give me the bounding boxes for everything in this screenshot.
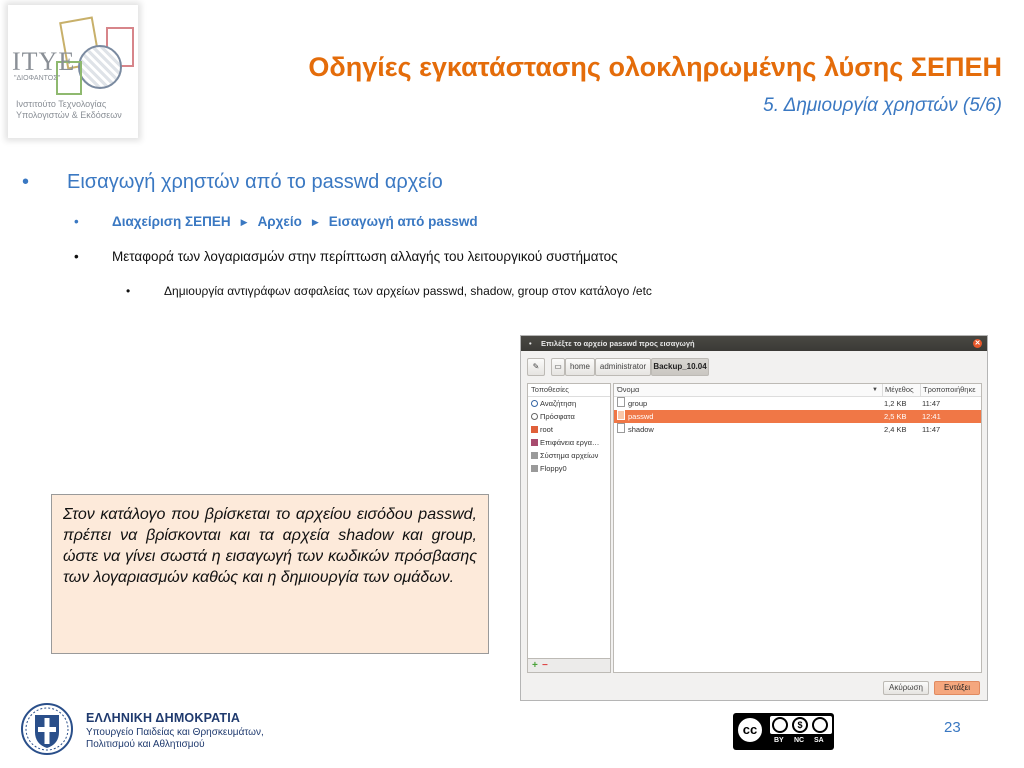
column-header-modified[interactable]: Τροποποιήθηκε: [920, 384, 976, 396]
clock-icon: [531, 413, 538, 420]
cc-icon: cc: [736, 716, 764, 744]
page-number: 23: [944, 719, 961, 736]
remove-bookmark-icon[interactable]: −: [542, 660, 548, 671]
breadcrumb-item: Διαχείριση ΣΕΠΕΗ: [112, 214, 231, 229]
places-buttons: [527, 658, 611, 673]
license-label-sa: SA: [814, 737, 824, 744]
file-icon: [617, 423, 625, 433]
add-bookmark-icon[interactable]: +: [532, 660, 538, 671]
logo-decoration: [78, 45, 122, 89]
license-label-nc: NC: [794, 737, 805, 744]
file-row-shadow[interactable]: shadow 2,4 KB 11:47: [614, 423, 981, 436]
bullet-dot: •: [74, 214, 79, 229]
logo-full-name: Ινστιτούτο Τεχνολογίας Υπολογιστών & Εκδόσεων: [16, 99, 122, 120]
bullet-level3-text: Δημιουργία αντιγράφων ασφαλείας των αρχείων passwd, shadow, group στον κατάλογο /etc: [164, 284, 652, 298]
file-icon: [617, 397, 625, 407]
creative-commons-badge: [733, 713, 834, 750]
file-list-header: [614, 384, 981, 397]
path-button-backup[interactable]: Backup_10.04: [651, 358, 709, 376]
drive-icon: ▭: [554, 362, 562, 371]
drive-icon: [531, 452, 538, 459]
page-title: Οδηγίες εγκατάστασης ολοκληρωμένης λύσης ΣΕΠΕΗ: [308, 52, 1002, 82]
dialog-titlebar: [521, 336, 987, 351]
place-root[interactable]: root: [528, 423, 610, 436]
greek-emblem-icon: [20, 702, 74, 756]
logo-subtitle: "ΔΙΟΦΑΝΤΟΣ": [14, 75, 61, 82]
nc-icon: $: [792, 717, 808, 733]
sa-icon: [812, 717, 828, 733]
note-box: Στον κατάλογο που βρίσκεται το αρχείου εισόδου passwd, πρέπει να βρίσκονται και τα αρχεία shadow και group, ώστε να γίνει σωστά η εισαγωγή των κωδικών πρόσβασης των λογαριασμών καθώς και η δημιουργία των ομάδων.: [51, 494, 489, 654]
home-folder-icon: [531, 426, 538, 433]
sort-arrow-icon: ▼: [872, 387, 878, 393]
cancel-button[interactable]: Ακύρωση: [883, 681, 929, 695]
by-icon: [772, 717, 788, 733]
license-label-by: BY: [774, 737, 784, 744]
ministry-name: Υπουργείο Παιδείας και Θρησκευμάτων, Πολιτισμού και Αθλητισμού: [86, 727, 264, 750]
logo-name: ΙΤΥΕ: [12, 47, 76, 76]
bullet-dot: •: [22, 171, 30, 193]
bullet-dot: •: [74, 249, 79, 264]
edit-location-button[interactable]: [527, 358, 545, 376]
breadcrumb-arrow-icon: ▶: [240, 217, 248, 227]
file-row-passwd[interactable]: passwd 2,5 KB 12:41: [614, 410, 981, 423]
path-button-administrator[interactable]: administrator: [595, 358, 651, 376]
places-header: Τοποθεσίες: [528, 384, 610, 397]
place-recent[interactable]: Πρόσφατα: [528, 410, 610, 423]
ok-button[interactable]: Εντάξει: [934, 681, 980, 695]
breadcrumb-arrow-icon: ▶: [311, 217, 319, 227]
window-menu-icon[interactable]: •: [529, 339, 532, 348]
breadcrumb: [112, 214, 478, 229]
place-desktop[interactable]: Επιφάνεια εργα…: [528, 436, 610, 449]
path-button-home[interactable]: home: [565, 358, 595, 376]
column-header-size[interactable]: Μέγεθος: [882, 384, 914, 396]
breadcrumb-item: Αρχείο: [257, 214, 302, 229]
place-search[interactable]: Αναζήτηση: [528, 397, 610, 410]
file-row-group[interactable]: group 1,2 KB 11:47: [614, 397, 981, 410]
bullet-level2-text: Μεταφορά των λογαριασμών στην περίπτωση αλλαγής του λειτουργικού συστήματος: [112, 249, 618, 264]
desktop-icon: [531, 439, 538, 446]
place-floppy[interactable]: Floppy0: [528, 462, 610, 475]
close-icon[interactable]: ✕: [974, 340, 981, 347]
breadcrumb-item: Εισαγωγή από passwd: [328, 214, 478, 229]
itye-logo: [8, 5, 138, 138]
bullet-level1-text: Εισαγωγή χρηστών από το passwd αρχείο: [67, 171, 443, 193]
file-chooser-dialog: [520, 335, 988, 701]
search-icon: [531, 400, 538, 407]
file-icon: [617, 410, 625, 420]
floppy-icon: [531, 465, 538, 472]
places-panel: [527, 383, 611, 673]
bullet-dot: •: [126, 284, 131, 298]
page-subtitle: 5. Δημιουργία χρηστών (5/6): [763, 95, 1002, 116]
government-title: ΕΛΛΗΝΙΚΗ ΔΗΜΟΚΡΑΤΙΑ: [86, 711, 241, 725]
place-filesystem[interactable]: Σύστημα αρχείων: [528, 449, 610, 462]
dialog-title: Επιλέξτε το αρχείο passwd προς εισαγωγή: [541, 339, 695, 348]
column-header-name[interactable]: Όνομα: [617, 385, 640, 394]
pencil-icon: ✎: [532, 362, 540, 371]
file-list: [613, 383, 982, 673]
path-scroll-left-button[interactable]: [551, 358, 565, 376]
